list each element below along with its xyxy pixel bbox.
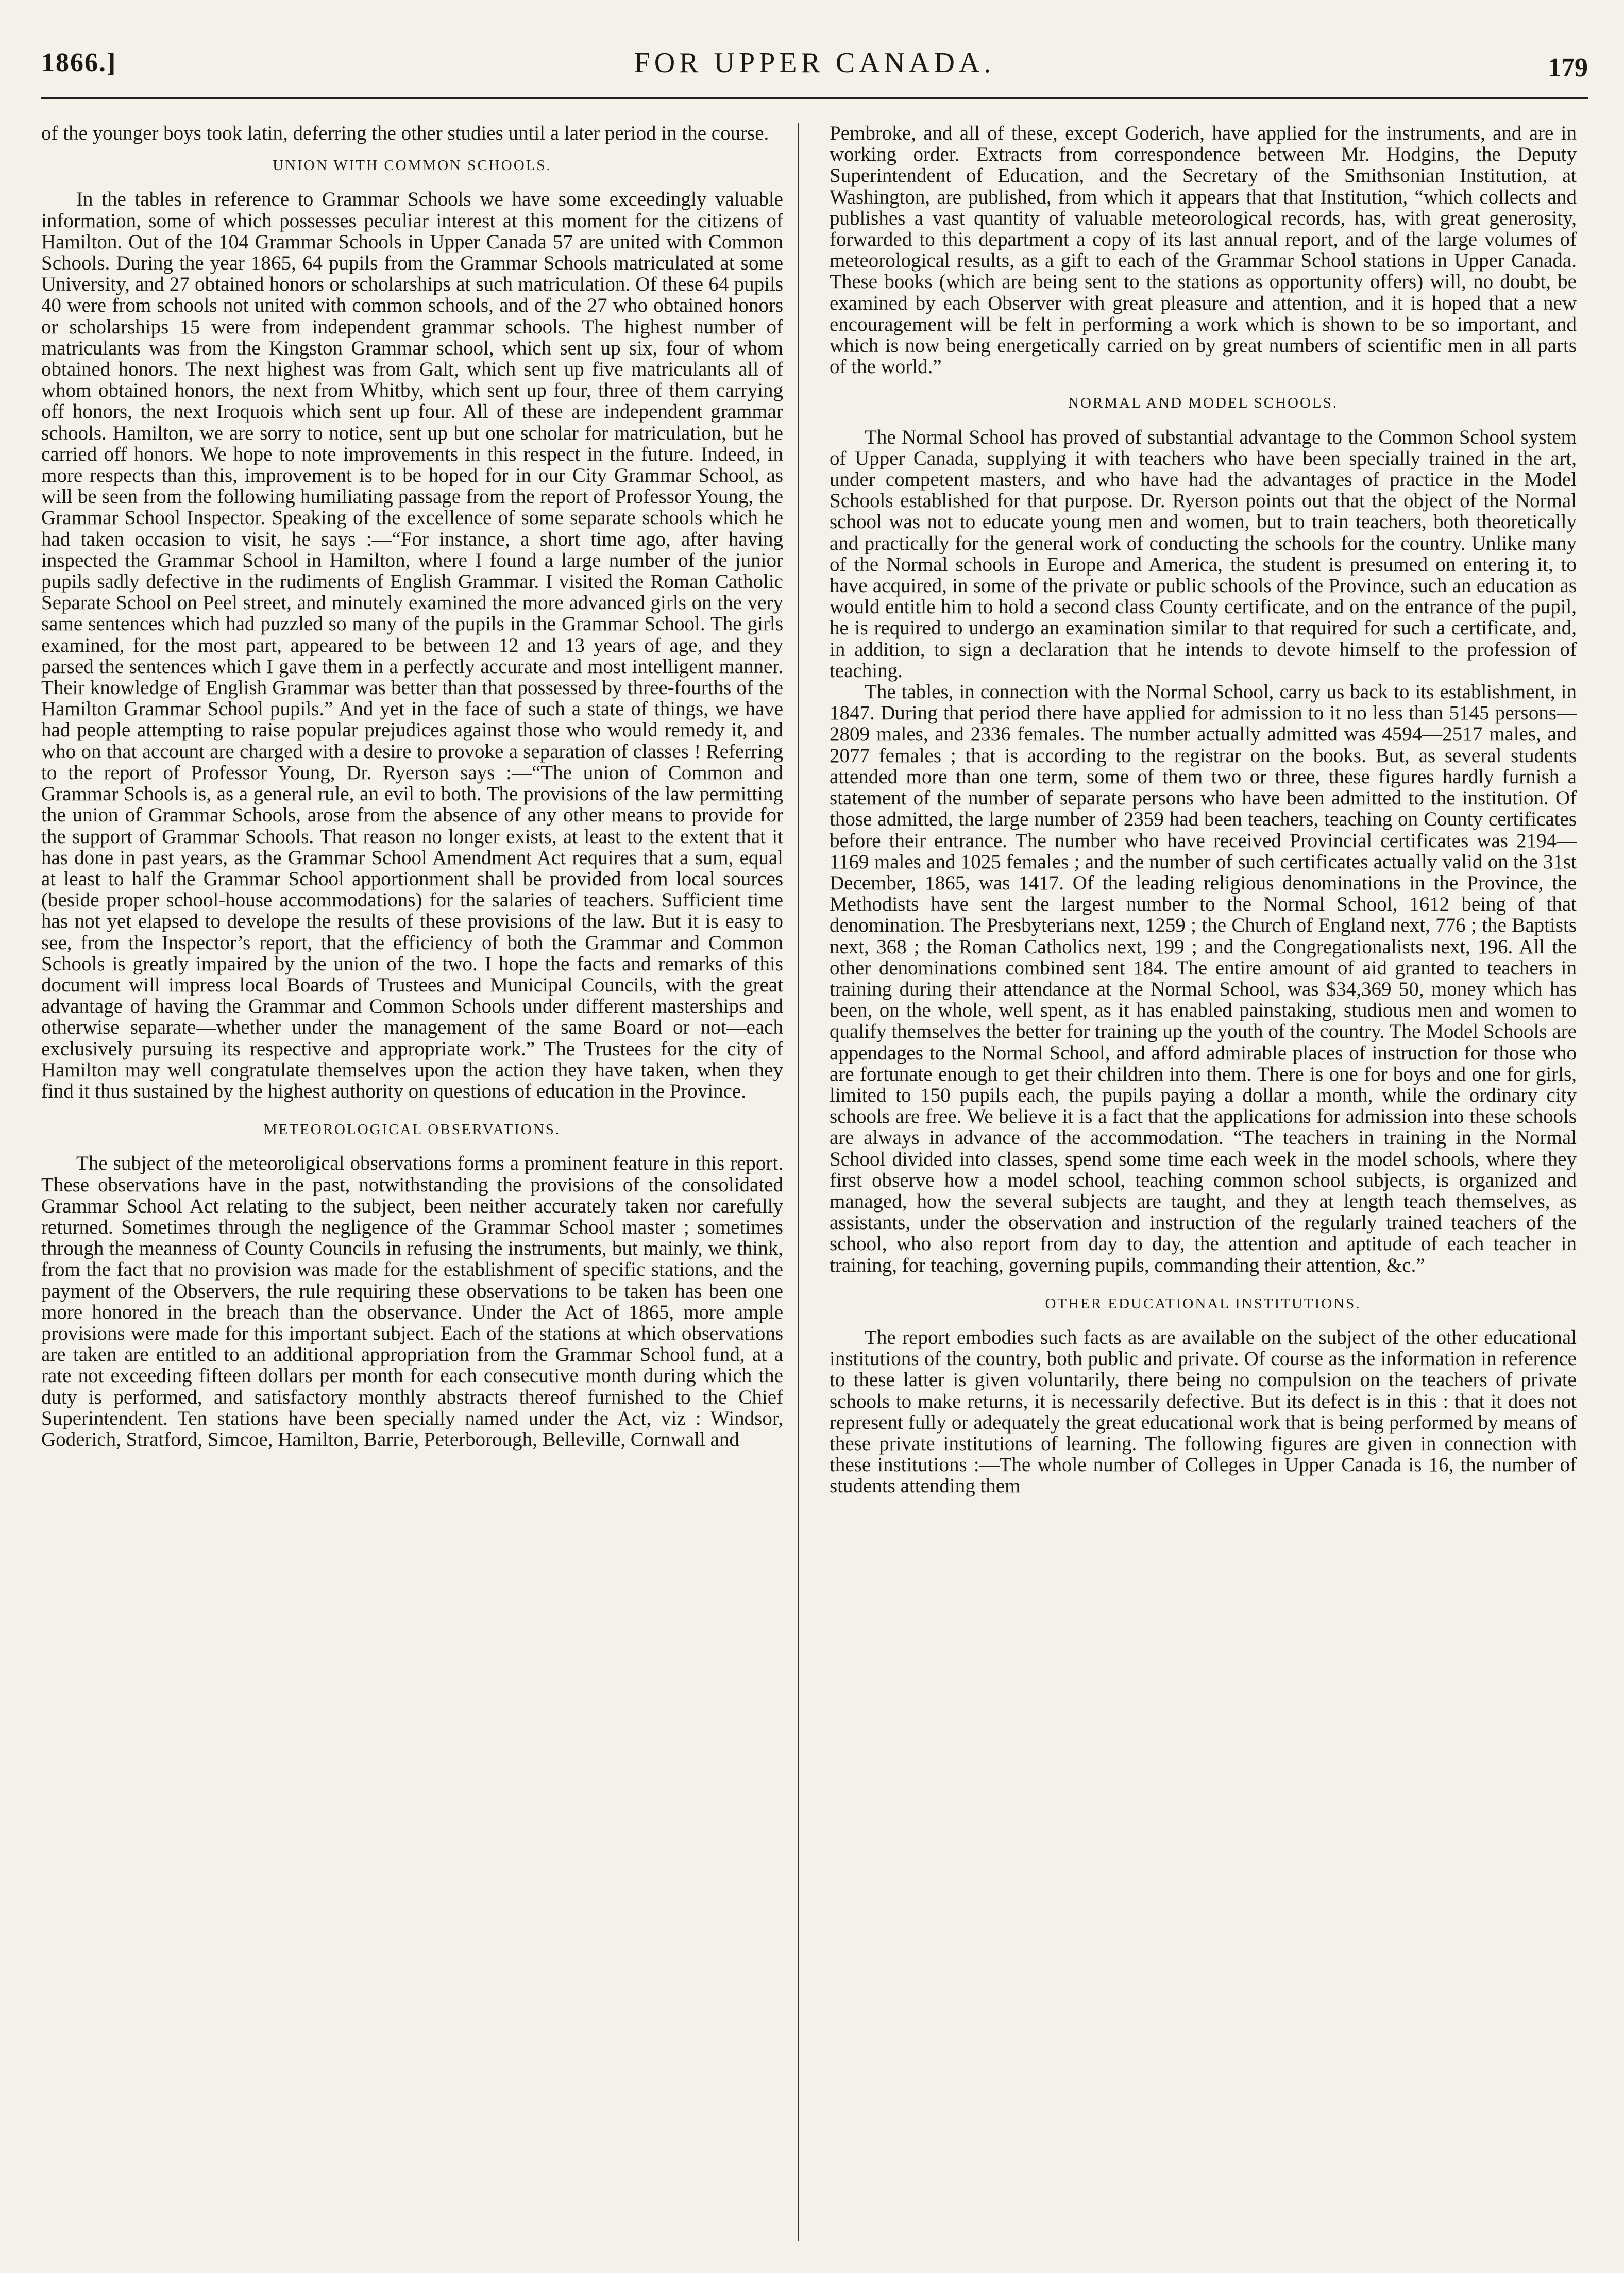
right-column — [830, 123, 1577, 1497]
paragraph-intro: of the younger boys took latin, deferring the other studies until a later period in the course. — [41, 122, 769, 144]
left-column — [41, 123, 783, 1450]
header-year: 1866.] — [41, 48, 117, 77]
paragraph-meteorological-1: The subject of the meteoroligical observations forms a prominent feature in this report. These observations have in the past, notwithstanding the provisions of the consolidated Grammar School Act relating to the subject, been neither accurately taken nor carefully returned. Sometimes through the negligence of the Grammar School master ; sometimes through the meanness of County Councils in refusing the instruments, but mainly, we think, from the fact that no provision was made for the establishment of specific stations, and the payment of the Observers, the rule requiring these observations to be taken has been one more honored in the breach than the observance. Under the Act of 1865, more ample provisions were made for this important subject. Each of the stations at which observations are taken are entitled to an additional appropriation from the Grammar School fund, at a rate not exceeding fifteen dollars per month for each consecutive month during which the duty is performed, and satisfactory monthly abstracts thereof furnished to the Chief Superintendent. Ten stations have been specially named under the Act, viz : Windsor, Goderich, Stratford, Simcoe, Hamilton, Barrie, Peterborough, Belleville, Cornwall and — [41, 1152, 783, 1451]
page-header — [41, 41, 1588, 98]
paragraph-meteorological-cont: Pembroke, and all of these, except Goderich, have applied for the instruments, and are in working order. Extracts from correspondence between Mr. Hodgins, the Deputy Superintendent of Education, and the Secretary of the Smithsonian Institution, at Washington, are published, from which it appears that that Institution, “which collects and publishes a vast quantity of valuable meteorological records, has, with great generosity, forwarded to this department a copy of its last annual report, and of the large volumes of meteorological results, as a gift to each of the Grammar School stations in Upper Canada. These books (which are being sent to the stations as opportunity offers) will, no doubt, be examined by each Observer with great pleasure and attention, and it is hoped that a new encouragement will be felt in performing a work which is shown to be so important, and which is now being energetically carried on by great numbers of scientific men in all parts of the world.” — [830, 122, 1577, 378]
paragraph-normal-1: The Normal School has proved of substantial advantage to the Common School system of Upper Canada, supplying it with teachers who have been specially trained in the art, under competent masters, and who have had the advantages of practice in the Model Schools established for that purpose. Dr. Ryerson points out that the object of the Normal school was not to educate young men and women, but to train teachers, both theoretically and practically for the general work of conducting the schools for the country. Unlike many of the Normal schools in Europe and America, the student is presumed on entering it, to have acquired, in some of the private or public schools of the Province, such an education as would entitle him to hold a second class County certificate, and on the entrance of the pupil, he is required to undergo an examination similar to that required for such a certificate, and, in addition, to sign a declaration that he intends to devote himself to the profession of teaching. — [830, 426, 1577, 682]
paragraph-normal-2: The tables, in connection with the Normal School, carry us back to its establishment, in 1847. During that period there have applied for admission to it no less than 5145 persons—2809 males, and 2336 females. The number actually admitted was 4594—2517 males, and 2077 females ; that is according to the registrar on the books. But, as several students attended more than one term, some of them two or three, these figures hardly furnish a statement of the number of separate persons who have been admitted to the institution. Of those admitted, the large number of 2359 had been teachers, teaching on County certificates before their entrance. The number who have received Provincial certificates was 2194—1169 males and 1025 females ; and the number of such certificates actually valid on the 31st December, 1865, was 1417. Of the leading religious denominations in the Province, the Methodists have sent the largest number to the Normal School, 1612 being of that denomination. The Presbyterians next, 1259 ; the Church of England next, 776 ; the Baptists next, 368 ; the Roman Catholics next, 199 ; and the Congregationalists next, 196. All the other denominations combined sent 184. The entire amount of aid granted to teachers in training during their attendance at the Normal School, was $34,369 50, money which has been, on the whole, well spent, as it has enabled painstaking, studious men and women to qualify themselves the better for training up the youth of the country. The Model Schools are appendages to the Normal School, and afford admirable places of instruction for those who are fortunate enough to get their children into them. There is one for boys and one for girls, limited to 150 pupils each, the pupils paying a dollar a month, while the ordinary city schools are free. We believe it is a fact that the applications for admission into these schools are always in advance of the accommodation. “The teachers in training in the Normal School divided into classes, spend some time each week in the model schools, where they first observe how a model school, teaching common school subjects, is organized and managed, how the several subjects are taught, and they at length teach themselves, as assistants, under the observation and instruction of the regularly trained teachers of the school, who also report from day to day, the attention and aptitude of each teacher in training, for teaching, governing pupils, commanding their attention, &c.” — [830, 681, 1577, 1276]
section-heading-meteorological: METEOROLOGICAL OBSERVATIONS. — [263, 1121, 561, 1138]
header-title: FOR UPPER CANADA. — [634, 47, 995, 79]
paragraph-union-1: In the tables in reference to Grammar Schools we have some exceedingly valuable information, some of which possesses peculiar interest at this moment for the citizens of Hamilton. Out of the 104 Grammar Schools in Upper Canada 57 are united with Common Schools. During the year 1865, 64 pupils from the Grammar Schools matriculated at some University, and 27 obtained honors or scholarships at such matriculation. Of these 64 pupils 40 were from schools not united with common schools, and of the 27 who obtained honors or scholarships 15 were from independent grammar schools. The highest number of matriculants was from the Kingston Grammar school, which sent up six, four of whom obtained honors. The next highest was from Galt, which sent up five matriculants all of whom obtained honors, the next from Whitby, which sent up four, three of them carrying off honors, the next Iroquois which sent up four. All of these are independent grammar schools. Hamilton, we are sorry to notice, sent up but one scholar for matriculation, but he carried off honors. We hope to note improvements in this respect in the future. Indeed, in more respects than this, improvement is to be hoped for in our City Grammar School, as will be seen from the following humiliating passage from the report of Professor Young, the Grammar School Inspector. Speaking of the excellence of some separate schools which he had taken occasion to visit, he says :—“For instance, a short time ago, after having inspected the Grammar School in Hamilton, where I found a large number of the junior pupils sadly defective in the rudiments of English Grammar. I visited the Roman Catholic Separate School on Peel street, and minutely examined the more advanced girls on the very same sentences which had puzzled so many of the pupils in the Grammar School. The girls examined, for the most part, appeared to be between 12 and 13 years of age, and they parsed the sentences which I gave them in a perfectly accurate and most intelligent manner. Their knowledge of English Grammar was better than that possessed by three-fourths of the Hamilton Grammar School pupils.” And yet in the face of such a state of things, we have had people attempting to raise popular prejudices against those who would remedy it, and who on that account are charged with a desire to provoke a separation of classes ! Referring to the report of Professor Young, Dr. Ryerson says :—“The union of Common and Grammar Schools is, as a general rule, an evil to both. The provisions of the law permitting the union of Grammar Schools, arose from the absence of any other means to provide for the support of Grammar Schools. That reason no longer exists, at least to the extent that it has done in past years, as the Grammar School Amendment Act requires that a sum, equal at least to half the Grammar School apportionment shall be provided from local sources (beside proper school-house accommodations) for the salaries of teachers. Sufficient time has not yet elapsed to develope the results of these provisions of the law. But it is easy to see, from the Inspector’s report, that the efficiency of both the Grammar and Common Schools is greatly impaired by the union of the two. I hope the facts and remarks of this document will impress local Boards of Trustees and Municipal Councils, with the great advantage of having the Grammar and Common Schools under different masterships and otherwise separate—whether under the management of the same Board or not—each exclusively pursuing its respective and appropriate work.” The Trustees for the city of Hamilton may well congratulate themselves upon the action they have taken, when they find it thus sustained by the highest authority on questions of education in the Province. — [41, 188, 783, 1102]
page-number: 179 — [1548, 53, 1588, 82]
section-heading-other: OTHER EDUCATIONAL INSTITUTIONS. — [1045, 1295, 1361, 1312]
header-rule — [41, 97, 1588, 99]
section-heading-union: UNION WITH COMMON SCHOOLS. — [273, 157, 552, 174]
section-heading-normal: NORMAL AND MODEL SCHOOLS. — [1068, 395, 1338, 412]
column-divider — [798, 123, 799, 2241]
paragraph-other-1: The report embodies such facts as are available on the subject of the other educational institutions of the country, both public and private. Of course as the information in reference to these latter is given voluntarily, there being no compulsion on the teachers of private schools to make returns, it is necessarily defective. But its defect is in this : that it does not represent fully or adequately the great educational work that is being performed by means of these private institutions of learning. The following figures are given in connection with these institutions :—The whole number of Colleges in Upper Canada is 16, the number of students attending them — [830, 1326, 1577, 1497]
